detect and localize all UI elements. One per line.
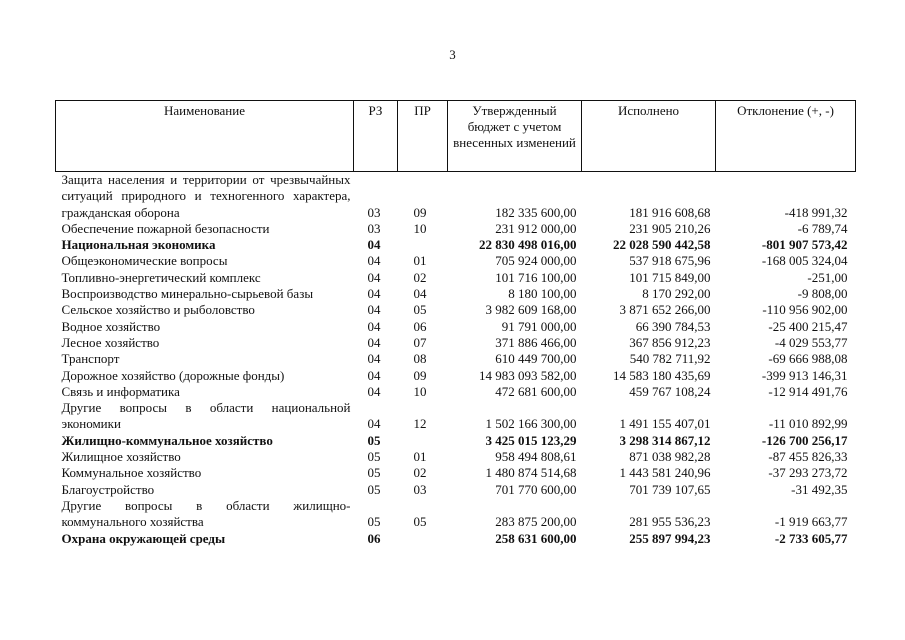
row-budget: 14 983 093 582,00 <box>479 367 577 383</box>
row-executed: 181 916 608,68 <box>629 204 711 220</box>
row-name: Обеспечение пожарной безопасности <box>61 220 270 236</box>
row-name: Лесное хозяйство <box>61 334 160 350</box>
row-name: Коммунальное хозяйство <box>61 465 202 481</box>
row-executed: 871 038 982,28 <box>629 449 711 465</box>
row-name: Благоустройство <box>61 481 155 497</box>
table-row <box>56 384 856 400</box>
table-row <box>56 498 856 531</box>
row-deviation: -6 789,74 <box>797 220 848 236</box>
row-pr <box>398 531 448 547</box>
header-pr: ПР <box>398 101 448 172</box>
row-pr: 04 <box>413 286 427 302</box>
row-executed: 367 856 912,23 <box>629 334 711 350</box>
row-deviation: -31 492,35 <box>791 481 848 497</box>
row-pr: 08 <box>413 351 427 367</box>
row-executed: 459 767 108,24 <box>629 383 711 399</box>
row-executed: 22 028 590 442,58 <box>613 237 711 253</box>
row-pr: 10 <box>413 383 427 399</box>
row-executed: 701 739 107,65 <box>629 481 711 497</box>
row-deviation: -69 666 988,08 <box>768 351 848 367</box>
row-budget: 8 180 100,00 <box>508 286 577 302</box>
row-name: Жилищное хозяйство <box>61 449 181 465</box>
row-deviation: -11 010 892,99 <box>768 416 848 432</box>
row-rz: 04 <box>367 334 381 350</box>
table-row <box>56 433 856 449</box>
row-name: Топливно-энергетический комплекс <box>61 269 261 285</box>
row-pr: 09 <box>413 367 427 383</box>
table-row <box>56 351 856 367</box>
row-rz: 05 <box>367 449 381 465</box>
row-name: Защита населения и территории от чрезвычайных ситуаций природного и техногенного характера, гражданская оборона <box>61 172 351 220</box>
row-pr <box>398 237 448 253</box>
row-budget: 182 335 600,00 <box>495 204 577 220</box>
row-budget: 231 912 000,00 <box>495 220 577 236</box>
row-executed: 1 443 581 240,96 <box>619 465 711 481</box>
row-deviation: -251,00 <box>807 269 848 285</box>
table-row <box>56 172 856 221</box>
row-executed: 3 298 314 867,12 <box>619 432 711 448</box>
row-name: Общеэкономические вопросы <box>61 253 228 269</box>
row-pr: 10 <box>413 220 427 236</box>
row-pr: 06 <box>413 318 427 334</box>
row-rz: 04 <box>367 269 381 285</box>
row-name: Водное хозяйство <box>61 318 161 334</box>
row-executed: 1 491 155 407,01 <box>619 416 711 432</box>
row-budget: 3 982 609 168,00 <box>485 302 577 318</box>
row-executed: 101 715 849,00 <box>629 269 711 285</box>
row-budget: 958 494 808,61 <box>495 449 577 465</box>
row-pr: 09 <box>413 204 427 220</box>
row-budget: 283 875 200,00 <box>495 514 577 530</box>
row-rz: 04 <box>367 253 381 269</box>
row-deviation: -4 029 553,77 <box>774 334 848 350</box>
table-row <box>56 368 856 384</box>
row-deviation: -168 005 324,04 <box>761 253 848 269</box>
table-row <box>56 482 856 498</box>
header-name: Наименование <box>56 101 354 172</box>
row-budget: 3 425 015 123,29 <box>485 432 577 448</box>
row-deviation: -399 913 146,31 <box>761 367 848 383</box>
row-name: Воспроизводство минерально-сырьевой базы <box>61 286 314 302</box>
row-rz: 03 <box>367 204 381 220</box>
row-deviation: -9 808,00 <box>797 286 848 302</box>
row-executed: 14 583 180 435,69 <box>613 367 711 383</box>
row-budget: 22 830 498 016,00 <box>479 237 577 253</box>
table-row <box>56 335 856 351</box>
row-rz: 04 <box>367 318 381 334</box>
row-deviation: -87 455 826,33 <box>768 449 848 465</box>
row-deviation: -2 733 605,77 <box>774 530 848 546</box>
row-name: Связь и информатика <box>61 383 180 399</box>
row-rz: 05 <box>367 465 381 481</box>
row-rz: 04 <box>367 237 381 253</box>
row-rz: 04 <box>367 302 381 318</box>
table-row <box>56 449 856 465</box>
row-name: Транспорт <box>61 351 120 367</box>
header-rz: РЗ <box>354 101 398 172</box>
row-rz: 04 <box>367 286 381 302</box>
row-rz: 03 <box>367 220 381 236</box>
row-budget: 610 449 700,00 <box>495 351 577 367</box>
row-rz: 05 <box>367 514 381 530</box>
row-budget: 1 502 166 300,00 <box>485 416 577 432</box>
row-name: Другие вопросы в области жилищно-коммунального хозяйства <box>61 497 351 530</box>
row-budget: 258 631 600,00 <box>495 530 577 546</box>
row-budget: 472 681 600,00 <box>495 383 577 399</box>
table-row <box>56 465 856 481</box>
table-header-row <box>56 101 856 172</box>
row-deviation: -25 400 215,47 <box>768 318 848 334</box>
row-rz: 04 <box>367 416 381 432</box>
row-rz: 04 <box>367 351 381 367</box>
row-budget: 101 716 100,00 <box>495 269 577 285</box>
row-pr <box>398 433 448 449</box>
row-executed: 255 897 994,23 <box>629 530 711 546</box>
row-deviation: -126 700 256,17 <box>761 432 848 448</box>
budget-table <box>55 100 856 547</box>
row-executed: 231 905 210,26 <box>629 220 711 236</box>
row-pr: 02 <box>413 269 427 285</box>
row-name: Другие вопросы в области национальной экономики <box>61 400 351 432</box>
row-deviation: -1 919 663,77 <box>774 514 848 530</box>
row-rz: 05 <box>367 432 381 448</box>
page-number: 3 <box>449 47 456 62</box>
row-executed: 3 871 652 266,00 <box>619 302 711 318</box>
header-deviation: Отклонение (+, -) <box>716 101 856 172</box>
row-rz: 06 <box>367 530 381 546</box>
row-budget: 705 924 000,00 <box>495 253 577 269</box>
row-rz: 04 <box>367 367 381 383</box>
row-budget: 91 791 000,00 <box>501 318 577 334</box>
row-name: Охрана окружающей среды <box>61 530 226 546</box>
header-budget: Утвержденный бюджет с учетом внесенных изменений <box>448 101 582 172</box>
row-budget: 701 770 600,00 <box>495 481 577 497</box>
row-pr: 01 <box>413 253 427 269</box>
row-name: Жилищно-коммунальное хозяйство <box>61 432 273 448</box>
row-rz: 04 <box>367 383 381 399</box>
header-executed: Исполнено <box>582 101 716 172</box>
table-row <box>56 253 856 269</box>
row-executed: 8 170 292,00 <box>642 286 711 302</box>
table-row <box>56 319 856 335</box>
table-row <box>56 400 856 433</box>
row-deviation: -801 907 573,42 <box>761 237 848 253</box>
row-pr: 05 <box>413 514 427 530</box>
row-budget: 371 886 466,00 <box>495 334 577 350</box>
table-body <box>56 172 856 547</box>
row-pr: 05 <box>413 302 427 318</box>
row-deviation: -110 956 902,00 <box>762 302 848 318</box>
row-deviation: -12 914 491,76 <box>768 383 848 399</box>
row-name: Национальная экономика <box>61 237 216 253</box>
row-name: Дорожное хозяйство (дорожные фонды) <box>61 367 285 383</box>
row-pr: 01 <box>413 449 427 465</box>
row-executed: 281 955 536,23 <box>629 514 711 530</box>
row-deviation: -418 991,32 <box>784 204 848 220</box>
row-pr: 03 <box>413 481 427 497</box>
row-pr: 12 <box>413 416 427 432</box>
table-row <box>56 270 856 286</box>
row-pr: 07 <box>413 334 427 350</box>
table-row <box>56 302 856 318</box>
row-executed: 66 390 784,53 <box>635 318 711 334</box>
table-row <box>56 531 856 547</box>
row-budget: 1 480 874 514,68 <box>485 465 577 481</box>
row-name: Сельское хозяйство и рыболовство <box>61 302 255 318</box>
row-executed: 540 782 711,92 <box>629 351 711 367</box>
table-row <box>56 286 856 302</box>
row-deviation: -37 293 273,72 <box>768 465 848 481</box>
table-row <box>56 237 856 253</box>
row-pr: 02 <box>413 465 427 481</box>
row-rz: 05 <box>367 481 381 497</box>
table-row <box>56 221 856 237</box>
row-executed: 537 918 675,96 <box>629 253 711 269</box>
